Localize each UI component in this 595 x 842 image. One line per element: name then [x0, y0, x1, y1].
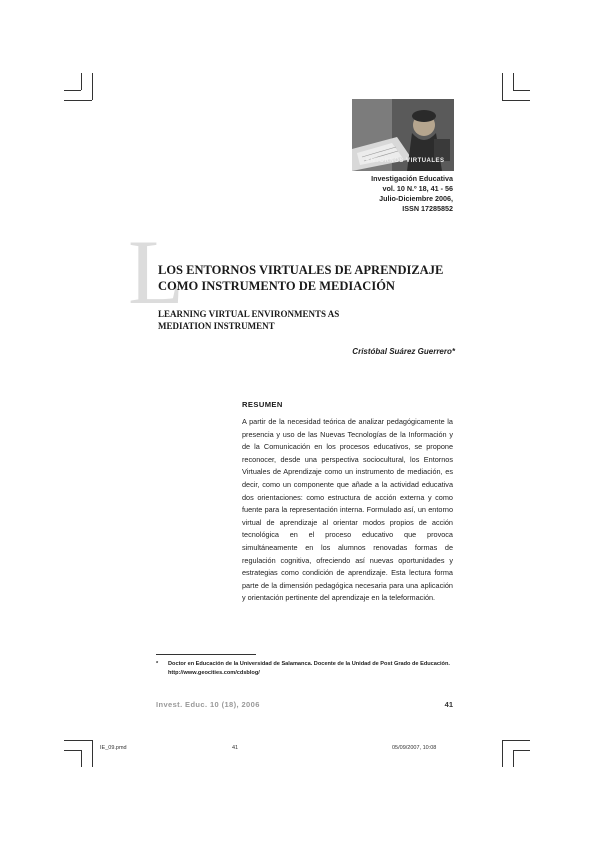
footnote-rule — [156, 654, 256, 655]
journal-volume: vol. 10 N.º 18, 41 - 56 — [382, 184, 453, 193]
title-line: COMO INSTRUMENTO DE MEDIACIÓN — [158, 279, 395, 293]
page-number: 41 — [444, 700, 453, 709]
drop-letter: L — [128, 221, 185, 323]
journal-name: Investigación Educativa — [371, 174, 453, 183]
header-photo — [352, 99, 454, 171]
slug-page: 41 — [232, 745, 239, 751]
author-name: Cristóbal Suárez Guerrero* — [352, 347, 455, 356]
journal-issn: ISSN 17285852 — [402, 204, 453, 213]
abstract-heading: RESUMEN — [242, 400, 283, 409]
journal-date: Julio-Diciembre 2006, — [379, 194, 453, 203]
abstract-body: A partir de la necesidad teórica de analizar pedagógicamente la presencia y uso de las Nuevas Tecnologías de la Información y de la Comunicación en los procesos educativos, se propone reconocer, desde una perspectiva sociocultural, los Entornos Virtuales de Aprendizaje como un instrumento de mediación, es decir, como un componente que añade a la actividad educativa dos orientaciones: como estructura de acción externa y como fuente para la representación interna. Formulado así, un entorno virtual de aprendizaje al orientar modos propios de acción tecnológica en el proceso educativo que provoca simultáneamente en los alumnos renovadas formas de regulación cognitiva, ofreciendo así nuevas oportunidades y estrategias como condición de aprendizaje. Esta lectura forma parte de la dimensión pedagógica necesaria para una aplicación y orientación pertinente del aprendizaje en la teleformación. — [242, 417, 453, 603]
slug-filename: IE_09.pmd — [100, 745, 127, 751]
subtitle-line: LEARNING VIRTUAL ENVIRONMENTS AS — [158, 309, 340, 319]
article-title — [158, 262, 458, 294]
photo-caption: ENTORNOS VIRTUALES — [366, 158, 445, 164]
title-line: LOS ENTORNOS VIRTUALES DE APRENDIZAJE — [158, 263, 444, 277]
subtitle-line: MEDIATION INSTRUMENT — [158, 321, 275, 331]
footnote-mark: * — [156, 661, 159, 667]
slug-date: 05/09/2007, 10:08 — [392, 745, 437, 751]
article-subtitle — [158, 308, 458, 332]
footnote-text: Doctor en Educación de la Universidad de Salamanca. Docente de la Unidad de Post Grado de Educación. http://www.geocities.com/cdsblog/ — [168, 661, 450, 676]
journal-footer: Invest. Educ. 10 (18), 2006 — [156, 700, 260, 709]
